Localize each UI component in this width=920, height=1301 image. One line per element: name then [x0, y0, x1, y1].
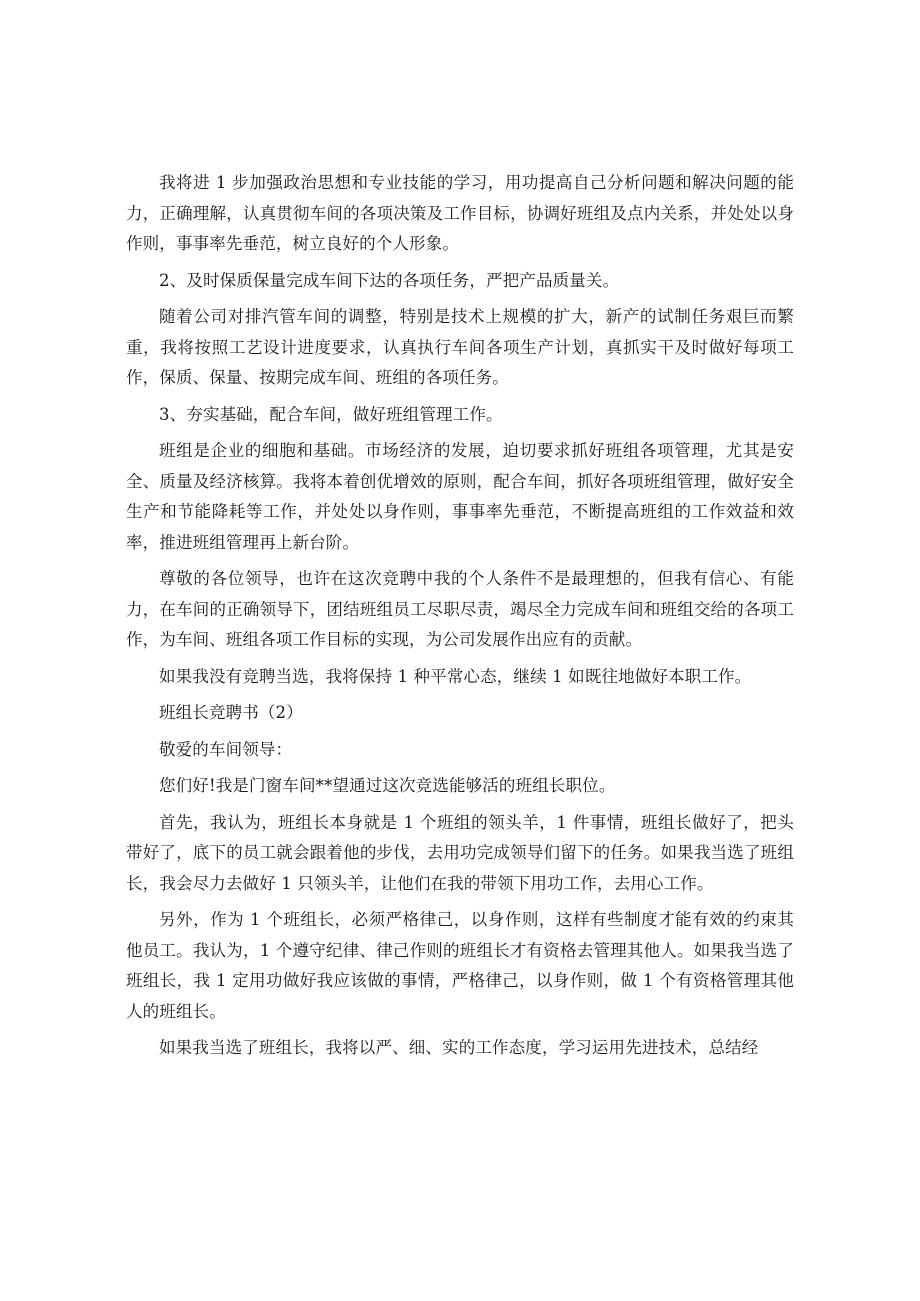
paragraph-leader-role: 首先，我认为，班组长本身就是 1 个班组的领头羊，1 件事情，班组长做好了，把头带好了，底下的员工就会跟着他的步伐，去用功完成领导们留下的任务。如果我当选了班组长，我会尽力去做好 1 只领头羊，让他们在我的带领下用功工作，去用心工作。	[126, 812, 794, 893]
paragraph-closing-statement: 尊敬的各位领导，也许在这次竞聘中我的个人条件不是最理想的，但我有信心、有能力，在车间的正确领导下，团结班组员工尽职尽责，竭尽全力完成车间和班组交给的各项工作，为车间、班组各项工作目标的实现，为公司发展作出应有的贡献。	[126, 569, 794, 649]
section-title: 班组长竞聘书（2）	[159, 703, 303, 722]
document-page	[126, 168, 794, 1064]
paragraph-heading-task-2: 2、及时保质保量完成车间下达的各项任务，严把产品质量关。	[159, 270, 620, 290]
paragraph-if-not-elected: 如果我没有竞聘当选，我将保持 1 种平常心态，继续 1 如既往地做好本职工作。	[159, 666, 752, 686]
paragraph-team-management: 班组是企业的细胞和基础。市场经济的发展，迫切要求抓好班组各项管理，尤其是安全、质量及经济核算。我将本着创优增效的原则，配合车间，抓好各项班组管理，做好安全生产和节能降耗等工作，并处处以身作则，事事率先垂范，不断提高班组的工作效益和效率，推进班组管理再上新台阶。	[126, 441, 794, 552]
paragraph-workshop-adjustment: 随着公司对排汽管车间的调整，特别是技术上规模的扩大，新产的试制任务艰巨而繁重，我将按照工艺设计进度要求，认真执行车间各项生产计划，真抓实干及时做好每项工作，保质、保量、按期完成车间、班组的各项任务。	[126, 307, 794, 387]
paragraph-heading-task-3: 3、夯实基础，配合车间，做好班组管理工作。	[159, 404, 503, 424]
paragraph-self-discipline: 另外，作为 1 个班组长，必须严格律己，以身作则，这样有些制度才能有效的约束其他员工。我认为，1 个遵守纪律、律己作则的班组长才有资格去管理其他人。如果我当选了班组长，我 1 定用功做好我应该做的事情，严格律己，以身作则，做 1 个有资格管理其他人的班组长。	[126, 910, 794, 1021]
paragraph-commitment-study: 我将进 1 步加强政治思想和专业技能的学习，用功提高自己分析问题和解决问题的能力，正确理解，认真贯彻车间的各项决策及工作目标，协调好班组及点内关系，并处处以身作则，事事率先垂范，树立良好的个人形象。	[126, 173, 794, 253]
paragraph-work-attitude: 如果我当选了班组长，我将以严、细、实的工作态度，学习运用先进技术，总结经	[159, 1038, 759, 1057]
paragraph-greeting: 您们好!我是门窗车间**望通过这次竞选能够活的班组长职位。	[159, 776, 616, 795]
salutation: 敬爱的车间领导：	[159, 739, 293, 759]
